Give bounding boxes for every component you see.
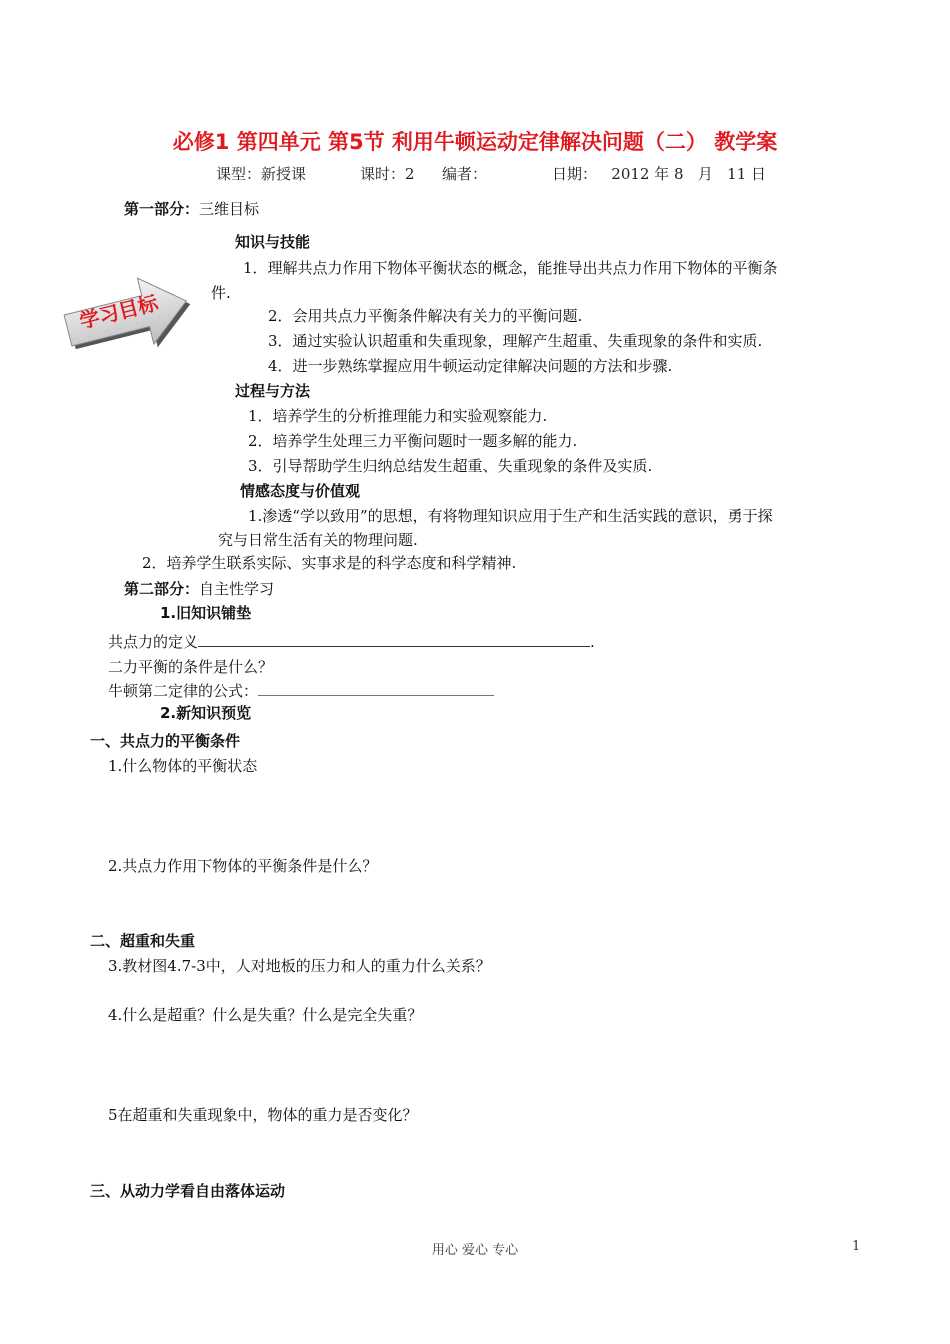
lesson-date: 日期： 2012 年 8 月 11 日: [552, 165, 767, 183]
emotion-item-1: 1.渗透“学以致用”的思想，有将物理知识应用于生产和生活实践的意识，勇于探: [248, 507, 773, 525]
document-title: 必修1 第四单元 第5节 利用牛顿运动定律解决问题（二） 教学案: [172, 130, 778, 154]
knowledge-item-1: 1．理解共点力作用下物体平衡状态的概念，能推导出共点力作用下物体的平衡条: [243, 259, 778, 277]
process-item-3: 3．引导帮助学生归纳总结发生超重、失重现象的条件及实质.: [248, 457, 653, 475]
answer-blank[interactable]: [258, 681, 494, 696]
process-item-2: 2．培养学生处理三力平衡问题时一题多解的能力.: [248, 432, 578, 450]
knowledge-item-1-cont: 件.: [211, 284, 231, 302]
knowledge-item-4: 4．进一步熟练掌握应用牛顿运动定律解决问题的方法和步骤.: [268, 357, 673, 375]
section2-question-3: 3.教材图4.7-3中，人对地板的压力和人的重力什么关系？: [108, 957, 491, 975]
question-two-force: 二力平衡的条件是什么？: [108, 658, 274, 676]
part1-value: 三维目标: [199, 200, 260, 218]
old-knowledge-heading: 1.旧知识铺垫: [160, 604, 252, 622]
process-heading: 过程与方法: [235, 382, 311, 400]
section1-heading: 一、共点力的平衡条件: [90, 732, 241, 750]
question-definition-end: .: [590, 633, 595, 651]
section3-heading: 三、从动力学看自由落体运动: [90, 1182, 286, 1200]
lesson-hours: 课时：2: [360, 165, 415, 183]
knowledge-item-2: 2．会用共点力平衡条件解决有关力的平衡问题.: [268, 307, 583, 325]
section1-question-2: 2.共点力作用下物体的平衡条件是什么？: [108, 857, 378, 875]
learning-goals-badge: [56, 270, 196, 360]
question-newton-text: 牛顿第二定律的公式：: [108, 682, 259, 700]
knowledge-item-3: 3．通过实验认识超重和失重现象，理解产生超重、失重现象的条件和实质.: [268, 332, 763, 350]
part2-heading: [124, 578, 274, 599]
editor-label: 编者：: [442, 165, 488, 183]
footer-motto: 用心 爱心 专心: [431, 1243, 519, 1258]
section2-question-4: 4.什么是超重？什么是失重？什么是完全失重？: [108, 1006, 423, 1024]
section2-heading: 二、超重和失重: [90, 932, 196, 950]
process-item-1: 1．培养学生的分析推理能力和实验观察能力.: [248, 407, 548, 425]
badge-text: 学习目标: [76, 290, 161, 334]
question-newton-second-law: [108, 680, 494, 701]
answer-blank[interactable]: [198, 632, 590, 647]
emotion-heading: 情感态度与价值观: [240, 482, 361, 500]
knowledge-heading: 知识与技能: [235, 233, 311, 251]
part1-label: 第一部分：: [124, 200, 200, 218]
page-number: 1: [852, 1239, 861, 1254]
question-definition-text: 共点力的定义: [108, 633, 199, 651]
new-knowledge-heading: 2.新知识预览: [160, 704, 252, 722]
section1-question-1: 1.什么物体的平衡状态: [108, 757, 258, 775]
emotion-item-1-cont: 究与日常生活有关的物理问题.: [218, 531, 418, 549]
lesson-type: 课型：新授课: [216, 165, 307, 183]
part2-label: 第二部分：: [124, 580, 200, 598]
emotion-item-2: 2．培养学生联系实际、实事求是的科学态度和科学精神.: [142, 554, 517, 572]
part2-value: 自主性学习: [199, 580, 275, 598]
question-definition: [108, 631, 595, 652]
part1-heading: [124, 198, 259, 219]
section2-question-5: 5在超重和失重现象中，物体的重力是否变化？: [108, 1106, 418, 1124]
